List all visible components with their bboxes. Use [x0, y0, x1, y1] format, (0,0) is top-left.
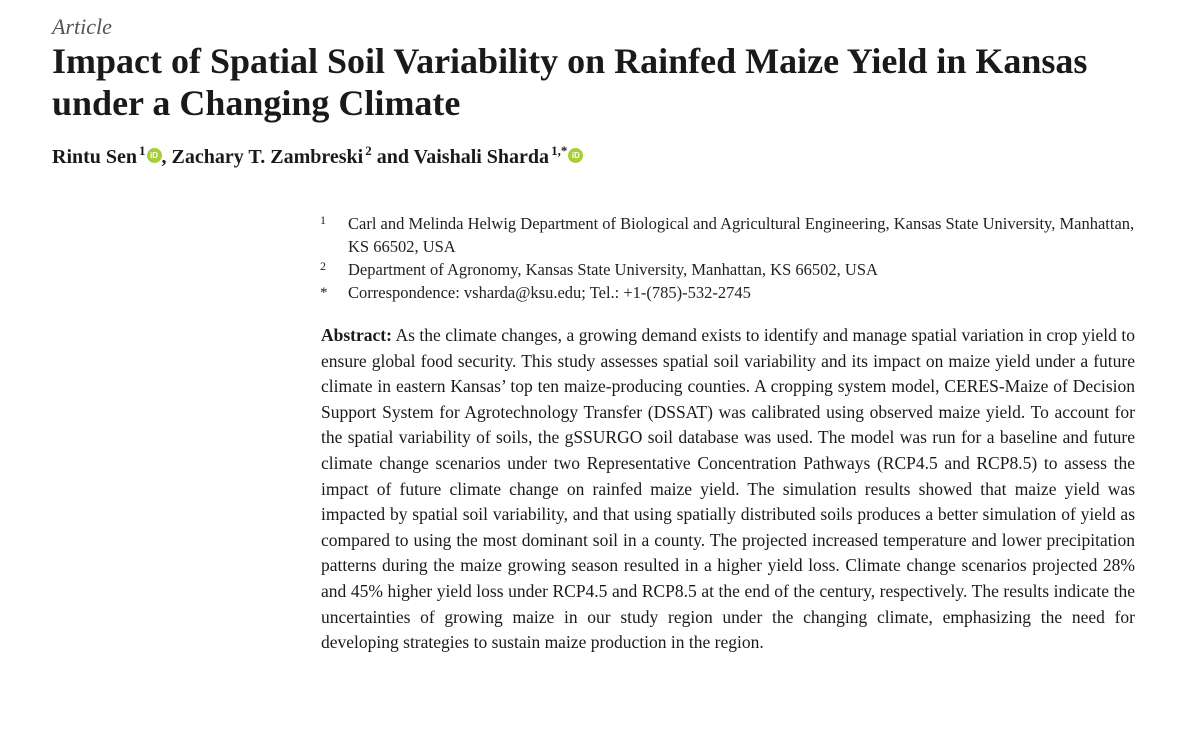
author-name: Vaishali Sharda	[413, 146, 550, 168]
author-affiliation-mark: 1	[139, 143, 146, 158]
correspondence-text: Correspondence: vsharda@ksu.edu; Tel.: +1-(785)-532-2745	[348, 283, 751, 302]
article-type-label: Article	[52, 14, 112, 39]
author-affiliation-mark: 1,*	[551, 143, 568, 158]
abstract	[321, 323, 1135, 656]
affiliation-number: 2	[320, 259, 326, 273]
affiliation-text: Carl and Melinda Helwig Department of Biological and Agricultural Engineering, Kansas State University, Manhattan, KS 66502, USA	[348, 214, 1135, 256]
correspondence-item	[320, 281, 1140, 304]
abstract-text: As the climate changes, a growing demand exists to identify and manage spatial variation in crop yield to ensure global food security. This study assesses spatial soil variability and its impact on maize yield under a future climate in eastern Kansas’ top ten maize-producing counties. A cropping system model, CERES-Maize of Decision Support System for Agrotechnology Transfer (DSSAT) was calibrated using observed maize yield. To account for the spatial variability of soils, the gSSURGO soil database was used. The model was run for a baseline and future climate change scenarios under two Representative Concentration Pathways (RCP4.5 and RCP8.5) to assess the impact of future climate change on rainfed maize yield. The simulation results showed that maize yield was impacted by spatial soil variability, and that using spatially distributed soils produces a better simulation of yield as compared to using the most dominant soil in a county. The projected increased temperature and lower precipitation patterns during the maize growing season resulted in a higher yield loss. Climate change scenarios projected 28% and 45% higher yield loss under RCP4.5 and RCP8.5 at the end of the century, respectively. The results indicate the uncertainties of growing maize in our study region under the changing climate, emphasizing the need for developing strategies to sustain maize production in the region.	[321, 325, 1135, 653]
author-name: Zachary T. Zambreski	[171, 146, 364, 168]
abstract-label: Abstract:	[321, 325, 392, 345]
author-separator: and	[371, 146, 414, 168]
affiliation-item	[320, 258, 1140, 281]
affiliation-text: Department of Agronomy, Kansas State University, Manhattan, KS 66502, USA	[348, 260, 878, 279]
orcid-icon[interactable]: iD	[147, 148, 162, 163]
correspondence-mark: *	[320, 285, 328, 301]
orcid-icon[interactable]: iD	[568, 148, 583, 163]
author-separator: ,	[161, 146, 172, 168]
paper-title: Impact of Spatial Soil Variability on Rainfed Maize Yield in Kansas under a Changing Climate	[52, 41, 1088, 123]
affiliation-number: 1	[320, 213, 326, 227]
affiliation-item	[320, 212, 1140, 258]
author-affiliation-mark: 2	[365, 143, 372, 158]
author-list	[52, 143, 583, 169]
author-name: Rintu Sen	[52, 146, 138, 168]
affiliations	[320, 212, 1140, 304]
